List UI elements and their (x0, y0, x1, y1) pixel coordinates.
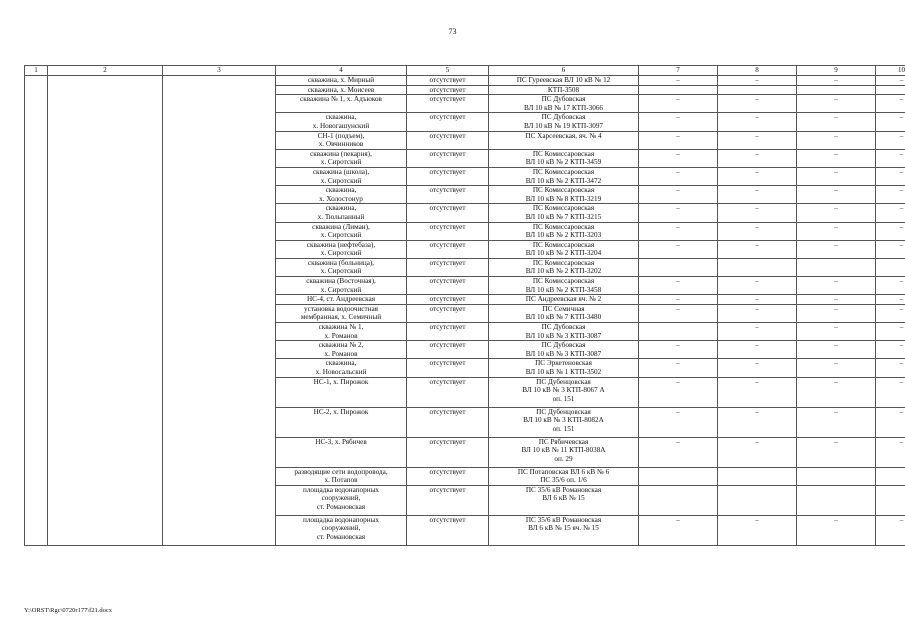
column-8-cell: – (718, 377, 797, 407)
column-9-cell: – (797, 222, 876, 240)
power-source-cell: ПС Комиссаровская ВЛ 10 кВ № 2 КТП-3202 (489, 258, 639, 276)
object-cell: скважина № 2, х. Романов (276, 341, 407, 359)
column-8-cell: – (718, 359, 797, 377)
column-1-cell (25, 76, 48, 546)
column-9-cell: – (797, 515, 876, 545)
column-7-cell: – (639, 149, 718, 167)
column-9-cell: – (797, 95, 876, 113)
object-cell: СН-1 (подъем), х. Овчинников (276, 131, 407, 149)
power-source-cell: ПС Потаповская ВЛ 6 кВ № 6 ПС 35/6 оп. 1/6 (489, 467, 639, 485)
column-9-cell: – (797, 113, 876, 131)
column-10-cell: – (876, 222, 905, 240)
footer-file-path: Y:\ORST\Rgc\0720r177\f21.docx (24, 607, 113, 614)
power-source-cell: ПС Дубовская ВЛ 10 кВ № 3 КТП-3087 (489, 341, 639, 359)
column-9-cell: – (797, 407, 876, 437)
column-8-cell: – (718, 341, 797, 359)
column-8-cell: – (718, 407, 797, 437)
column-8-cell: – (718, 323, 797, 341)
column-10-cell: – (876, 149, 905, 167)
column-7-cell: – (639, 359, 718, 377)
object-cell: НС-2, х. Пирожок (276, 407, 407, 437)
column-8-cell: – (718, 76, 797, 86)
column-7-cell (639, 323, 718, 341)
status-cell: отсутствует (407, 304, 489, 322)
column-7-cell: – (639, 277, 718, 295)
power-source-cell: ПС Дубенцовская ВЛ 10 кВ № 3 КТП-8067 А оп. 151 (489, 377, 639, 407)
column-7-cell (639, 485, 718, 515)
column-9-cell: – (797, 167, 876, 185)
column-header: 10 (876, 66, 905, 76)
object-cell: скважина, х. Холостонур (276, 186, 407, 204)
column-8-cell: – (718, 240, 797, 258)
object-cell: скважина (пекарня), х. Сиротский (276, 149, 407, 167)
column-7-cell: – (639, 222, 718, 240)
column-8-cell: – (718, 222, 797, 240)
object-cell: скважина (нефтебаза), х. Сиротский (276, 240, 407, 258)
column-8-cell: – (718, 515, 797, 545)
column-7-cell: – (639, 240, 718, 258)
power-source-cell: ПС Комиссаровская ВЛ 10 кВ № 2 КТП-3459 (489, 149, 639, 167)
column-7-cell: – (639, 167, 718, 185)
column-10-cell: – (876, 186, 905, 204)
column-10-cell (876, 258, 905, 276)
column-10-cell: – (876, 76, 905, 86)
column-10-cell: – (876, 304, 905, 322)
column-10-cell: – (876, 95, 905, 113)
column-10-cell (876, 85, 905, 95)
power-source-cell: ПС Эркетеновская ВЛ 10 кВ № 1 КТП-3502 (489, 359, 639, 377)
column-10-cell: – (876, 407, 905, 437)
column-10-cell: – (876, 341, 905, 359)
status-cell: отсутствует (407, 485, 489, 515)
power-source-cell: ПС Дубовская ВЛ 10 кВ № 17 КТП-3066 (489, 95, 639, 113)
column-10-cell: – (876, 113, 905, 131)
column-8-cell: – (718, 95, 797, 113)
power-source-cell: ПС Семичная ВЛ 10 кВ № 7 КТП-3480 (489, 304, 639, 322)
column-9-cell: – (797, 295, 876, 305)
column-10-cell: – (876, 277, 905, 295)
column-10-cell: – (876, 240, 905, 258)
status-cell: отсутствует (407, 467, 489, 485)
column-7-cell: – (639, 204, 718, 222)
status-cell: отсутствует (407, 85, 489, 95)
object-cell: скважина (школа), х. Сиротский (276, 167, 407, 185)
column-9-cell: – (797, 341, 876, 359)
column-8-cell: – (718, 204, 797, 222)
status-cell: отсутствует (407, 95, 489, 113)
power-source-cell: ПС Дубовская ВЛ 10 кВ № 3 КТП-3087 (489, 323, 639, 341)
column-7-cell: – (639, 131, 718, 149)
status-cell: отсутствует (407, 277, 489, 295)
status-cell: отсутствует (407, 407, 489, 437)
status-cell: отсутствует (407, 186, 489, 204)
column-10-cell: – (876, 437, 905, 467)
column-9-cell: – (797, 437, 876, 467)
status-cell: отсутствует (407, 113, 489, 131)
status-cell: отсутствует (407, 437, 489, 467)
object-cell: скважина № 1, х. Романов (276, 323, 407, 341)
table-row (25, 76, 905, 86)
power-source-cell: ПС Гуреевская ВЛ 10 кВ № 12 (489, 76, 639, 86)
object-cell: скважина, х. Мирный (276, 76, 407, 86)
power-source-cell: ПС 35/6 кВ Романовская ВЛ 6 кВ № 15 (489, 485, 639, 515)
power-source-cell: ПС Дубовская ВЛ 10 кВ № 19 КТП-3097 (489, 113, 639, 131)
column-9-cell (797, 467, 876, 485)
column-7-cell: – (639, 437, 718, 467)
column-header: 2 (48, 66, 163, 76)
column-7-cell: – (639, 95, 718, 113)
column-9-cell: – (797, 149, 876, 167)
column-7-cell: – (639, 295, 718, 305)
status-cell: отсутствует (407, 149, 489, 167)
column-10-cell: – (876, 377, 905, 407)
column-10-cell: – (876, 323, 905, 341)
status-cell: отсутствует (407, 258, 489, 276)
column-3-cell (163, 76, 276, 546)
power-source-cell: КТП-3508 (489, 85, 639, 95)
column-9-cell: – (797, 186, 876, 204)
status-cell: отсутствует (407, 240, 489, 258)
column-9-cell: – (797, 304, 876, 322)
object-cell: скважина, х. Новосальский (276, 359, 407, 377)
column-9-cell: – (797, 204, 876, 222)
column-10-cell: – (876, 204, 905, 222)
column-8-cell: – (718, 131, 797, 149)
column-10-cell: – (876, 359, 905, 377)
object-cell: площадка водонапорных сооружений, ст. Романовская (276, 485, 407, 515)
status-cell: отсутствует (407, 131, 489, 149)
column-header: 1 (25, 66, 48, 76)
column-7-cell: – (639, 113, 718, 131)
column-header: 7 (639, 66, 718, 76)
status-cell: отсутствует (407, 323, 489, 341)
column-9-cell: – (797, 323, 876, 341)
column-9-cell: – (797, 76, 876, 86)
column-8-cell: – (718, 186, 797, 204)
object-cell: скважина (Лиман), х. Сиротский (276, 222, 407, 240)
column-10-cell: – (876, 295, 905, 305)
object-cell: разводящие сети водопровода, х. Потапов (276, 467, 407, 485)
object-cell: НС-4, ст. Андреевская (276, 295, 407, 305)
column-8-cell: – (718, 167, 797, 185)
column-8-cell: – (718, 277, 797, 295)
column-10-cell: – (876, 131, 905, 149)
column-8-cell: – (718, 149, 797, 167)
object-cell: скважина (больница), х. Сиротский (276, 258, 407, 276)
column-8-cell: – (718, 113, 797, 131)
object-cell: скважина (Восточная), х. Сиротский (276, 277, 407, 295)
column-8-cell (718, 258, 797, 276)
power-source-cell: ПС Харсеевская, яч. № 4 (489, 131, 639, 149)
column-10-cell: – (876, 167, 905, 185)
status-cell: отсутствует (407, 204, 489, 222)
column-header: 9 (797, 66, 876, 76)
column-7-cell (639, 258, 718, 276)
column-8-cell: – (718, 304, 797, 322)
column-9-cell (797, 85, 876, 95)
column-7-cell: – (639, 407, 718, 437)
status-cell: отсутствует (407, 377, 489, 407)
column-9-cell: – (797, 359, 876, 377)
power-source-cell: ПС Комиссаровская ВЛ 10 кВ № 2 КТП-3203 (489, 222, 639, 240)
object-cell: скважина, х. Тюльпанный (276, 204, 407, 222)
power-source-cell: ПС Комиссаровская ВЛ 10 кВ № 2 КТП-3458 (489, 277, 639, 295)
object-cell: скважина, х. Новогашунский (276, 113, 407, 131)
power-source-cell: ПС Комиссаровская ВЛ 10 кВ № 7 КТП-3215 (489, 204, 639, 222)
status-cell: отсутствует (407, 76, 489, 86)
column-header: 6 (489, 66, 639, 76)
column-9-cell (797, 258, 876, 276)
column-9-cell: – (797, 377, 876, 407)
column-9-cell: – (797, 131, 876, 149)
column-7-cell (639, 85, 718, 95)
object-cell: скважина № 1, х. Адъюков (276, 95, 407, 113)
power-source-cell: ПС Комиссаровская ВЛ 10 кВ № 2 КТП-3472 (489, 167, 639, 185)
status-cell: отсутствует (407, 359, 489, 377)
table-header-row (25, 66, 905, 76)
status-cell: отсутствует (407, 341, 489, 359)
status-cell: отсутствует (407, 167, 489, 185)
column-9-cell (797, 485, 876, 515)
column-10-cell (876, 485, 905, 515)
object-cell: НС-3, х. Рябичев (276, 437, 407, 467)
column-header: 4 (276, 66, 407, 76)
page-number: 73 (448, 27, 457, 36)
object-cell: установка водоочистная мембранная, х. Семичный (276, 304, 407, 322)
power-source-cell: ПС Комиссаровская ВЛ 10 кВ № 2 КТП-3204 (489, 240, 639, 258)
column-8-cell (718, 85, 797, 95)
column-header: 3 (163, 66, 276, 76)
column-9-cell: – (797, 240, 876, 258)
column-header: 5 (407, 66, 489, 76)
column-7-cell: – (639, 515, 718, 545)
object-cell: площадка водонапорных сооружений, ст. Романовская (276, 515, 407, 545)
column-2-cell (48, 76, 163, 546)
status-cell: отсутствует (407, 515, 489, 545)
column-8-cell (718, 467, 797, 485)
object-cell: НС-1, х. Пирожок (276, 377, 407, 407)
power-source-cell: ПС Дубенцовская ВЛ 10 кВ № 3 КТП-8082А оп. 151 (489, 407, 639, 437)
status-cell: отсутствует (407, 222, 489, 240)
power-source-cell: ПС Комиссаровская ВЛ 10 кВ № 8 КТП-3219 (489, 186, 639, 204)
power-source-cell: ПС 35/6 кВ Романовская ВЛ 6 кВ № 15 яч. № 15 (489, 515, 639, 545)
column-7-cell: – (639, 377, 718, 407)
column-8-cell: – (718, 295, 797, 305)
column-8-cell (718, 485, 797, 515)
column-7-cell (639, 467, 718, 485)
power-source-cell: ПС Андреевская яч. № 2 (489, 295, 639, 305)
data-table (24, 65, 905, 546)
column-7-cell: – (639, 76, 718, 86)
column-9-cell: – (797, 277, 876, 295)
column-7-cell: – (639, 341, 718, 359)
column-header: 8 (718, 66, 797, 76)
status-cell: отсутствует (407, 295, 489, 305)
column-8-cell: – (718, 437, 797, 467)
column-7-cell: – (639, 304, 718, 322)
column-10-cell (876, 467, 905, 485)
column-7-cell: – (639, 186, 718, 204)
column-10-cell: – (876, 515, 905, 545)
power-source-cell: ПС Рябичевская ВЛ 10 кВ № 11 КТП-8038А оп. 29 (489, 437, 639, 467)
object-cell: скважина, х. Моисеев (276, 85, 407, 95)
